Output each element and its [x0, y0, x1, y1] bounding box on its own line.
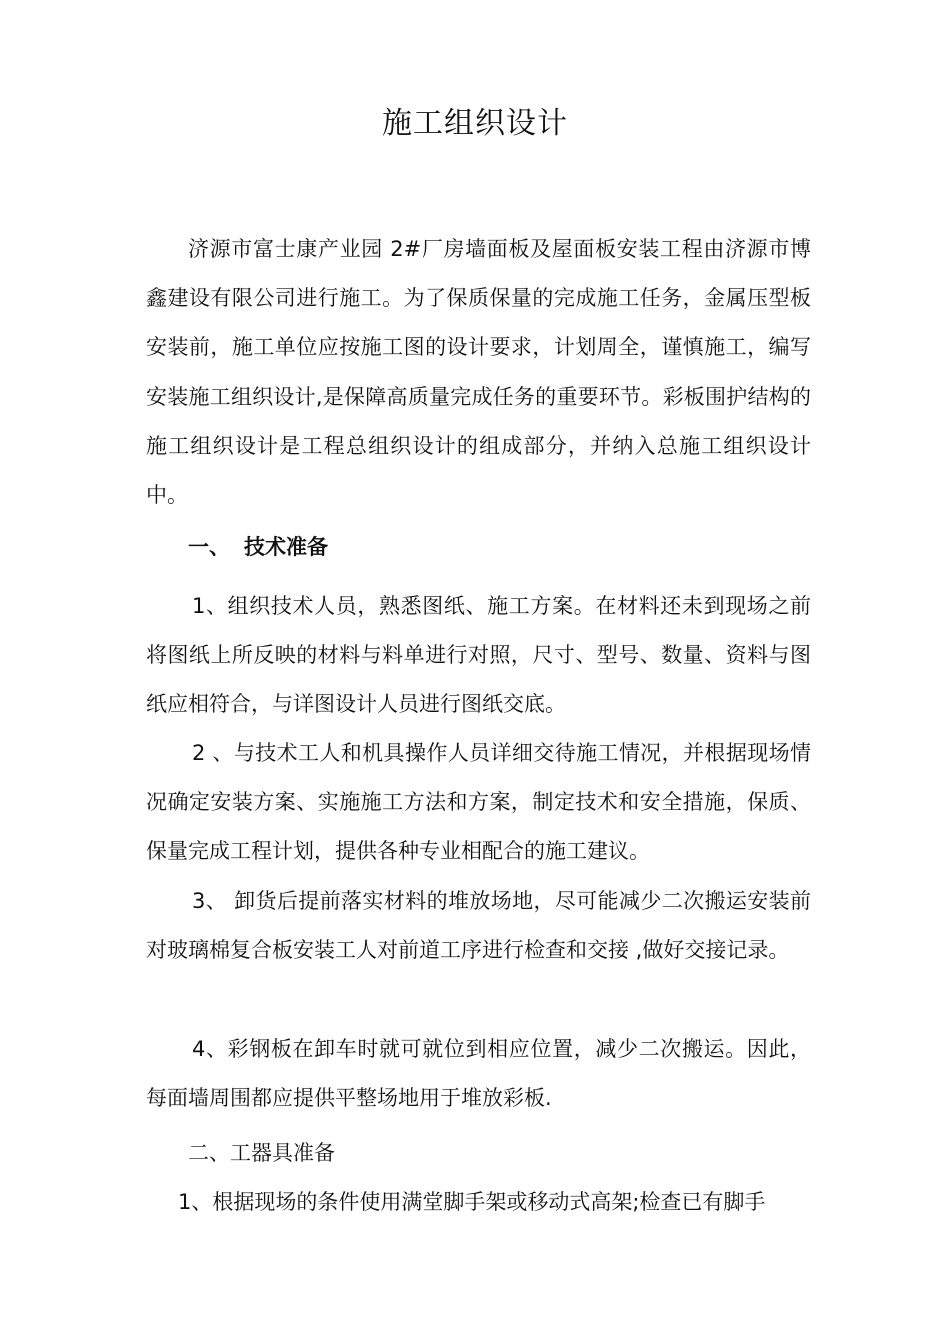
section-1-item-1: 1、组织技术人员，熟悉图纸、施工方案。在材料还未到现场之前将图纸上所反映的材料与料单进行对照，尺寸、型号、数量、资料与图纸应相符合，与详图设计人员进行图纸交底。: [146, 594, 811, 717]
section-1-heading: [188, 532, 328, 562]
section-2-heading: 二、工器具准备: [188, 1141, 335, 1165]
section-1-number: 一、: [188, 535, 230, 559]
section-2-item-1: 1、根据现场的条件使用满堂脚手架或移动式高架;检查已有脚手: [178, 1190, 766, 1214]
section-1-item-3: 3、 卸货后提前落实材料的堆放场地，尽可能减少二次搬运安装前对玻璃棉复合板安装工人对前道工序进行检查和交接 ,做好交接记录。: [146, 889, 811, 963]
section-1-item-4: 4、彩钢板在卸车时就可就位到相应位置，减少二次搬运。因此，每面墙周围都应提供平整场地用于堆放彩板.: [146, 1037, 811, 1111]
section-1-item-2: 2 、与技术工人和机具操作人员详细交待施工情况，并根据现场情况确定安装方案、实施施工方法和方案，制定技术和安全措施，保质、保量完成工程计划，提供各种专业相配合的施工建议。: [146, 741, 811, 864]
document-title: 施工组织设计: [382, 106, 568, 141]
intro-paragraph: 济源市富士康产业园 2#厂房墙面板及屋面板安装工程由济源市博鑫建设有限公司进行施工。为了保质保量的完成施工任务，金属压型板安装前，施工单位应按施工图的设计要求，计划周全，谨慎施工，编写安装施工组织设计,是保障高质量完成任务的重要环节。彩板围护结构的施工组织设计是工程总组织设计的组成部分，并纳入总施工组织设计中。: [146, 237, 811, 508]
section-1-title: 技术准备: [244, 535, 328, 559]
